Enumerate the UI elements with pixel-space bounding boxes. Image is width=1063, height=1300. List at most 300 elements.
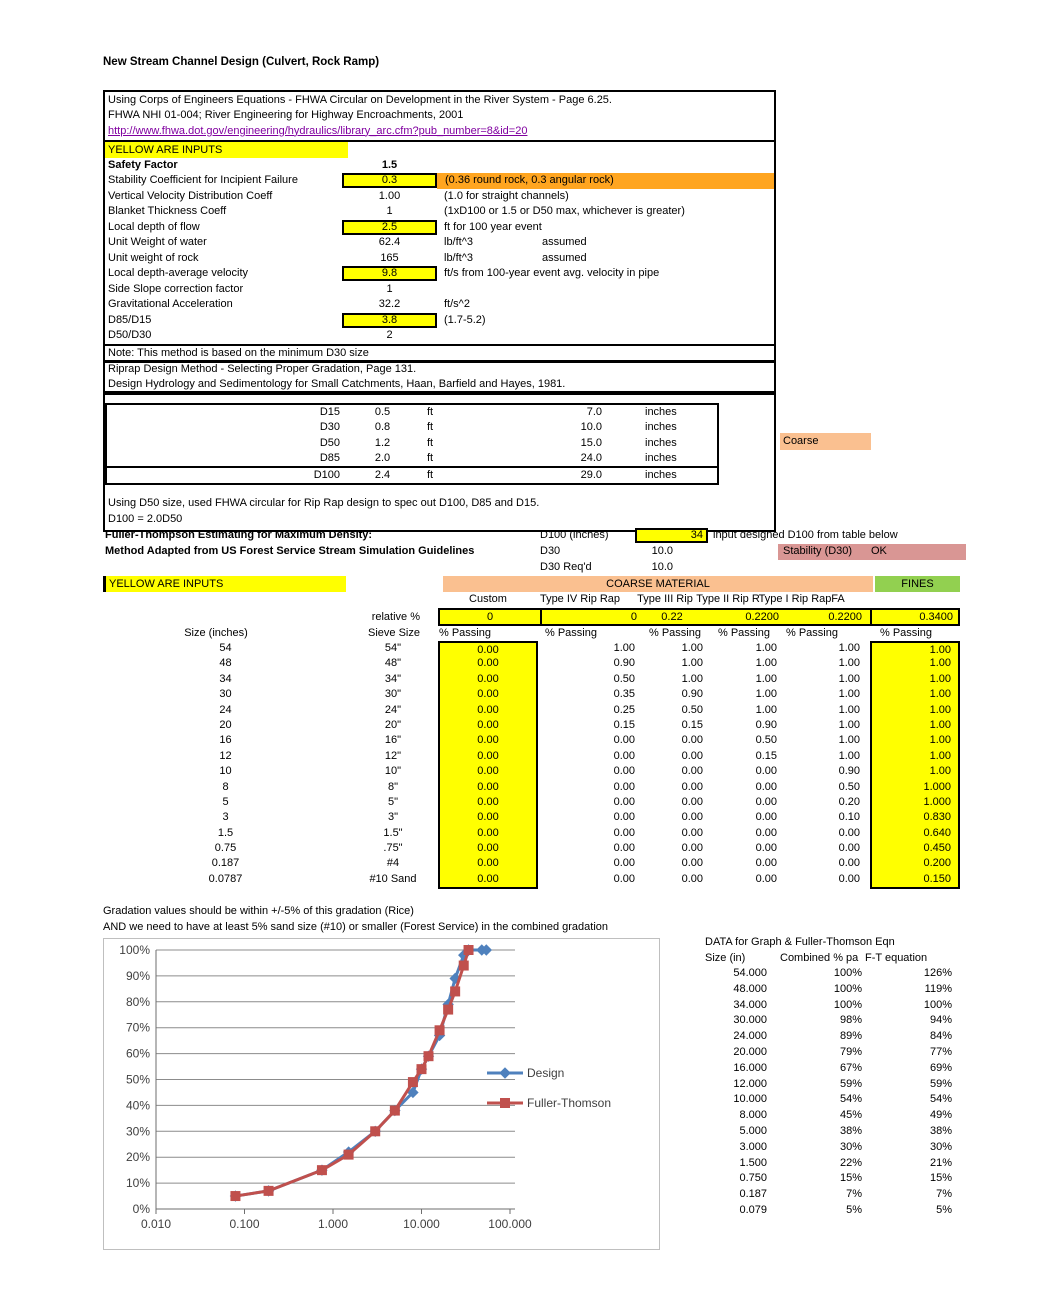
combined-cell: 67%	[839, 1061, 862, 1074]
svg-text:100%: 100%	[119, 943, 150, 957]
type2-value: 1.00	[755, 672, 777, 685]
size-value: 30	[219, 688, 232, 701]
coarse-material-header: COARSE MATERIAL	[443, 576, 873, 592]
size-cell: 1.500	[739, 1156, 767, 1169]
svg-text:70%: 70%	[125, 1020, 150, 1035]
type3-value: 0.00	[681, 872, 703, 885]
svg-text:40%: 40%	[125, 1098, 150, 1113]
table-row	[103, 841, 983, 856]
input-label: D50/D30	[108, 329, 152, 342]
inches-unit: inches	[645, 451, 677, 464]
relative-percent-cell[interactable]: 0.2200	[828, 610, 862, 623]
table-row	[103, 856, 983, 871]
svg-text:20%: 20%	[125, 1150, 150, 1165]
table-row	[705, 1171, 965, 1187]
type1-value: 0.20	[838, 795, 860, 808]
fa-input-cell[interactable]: 1.00	[870, 687, 960, 702]
input-label: Blanket Thickness Coeff	[108, 205, 227, 218]
input-comment: ft/s^2	[444, 298, 470, 311]
custom-input-cell[interactable]: 0.00	[438, 764, 538, 779]
input-label: Local depth of flow	[108, 220, 200, 233]
percent-passing-header-row	[103, 626, 983, 642]
table-row	[705, 1203, 965, 1219]
size-value: 16	[219, 734, 232, 747]
combined-cell: 38%	[839, 1124, 862, 1137]
input-comment-2: assumed	[542, 251, 587, 264]
type1-value: 1.00	[838, 688, 860, 701]
d-size-table	[105, 403, 719, 485]
relative-percent-cell[interactable]: 0.22	[661, 610, 683, 623]
size-value: 48	[219, 657, 232, 670]
table-row	[705, 1077, 965, 1093]
d30-reqd-value: 10.0	[651, 560, 673, 573]
feet-unit: ft	[427, 421, 434, 434]
fa-input-cell[interactable]: 1.00	[870, 641, 960, 658]
type1-value: 0.00	[838, 826, 860, 839]
sieve-size-value: 16"	[384, 734, 402, 747]
fa-input-cell[interactable]: 0.830	[870, 810, 960, 825]
material-type-header: Type I Rip Rap	[758, 593, 832, 605]
svg-text:1.000: 1.000	[317, 1217, 349, 1231]
percent-passing-header: % Passing	[786, 626, 838, 639]
type3-value: 0.00	[681, 749, 703, 762]
type2-value: 0.00	[755, 811, 777, 824]
table-row	[107, 405, 717, 420]
chart-svg	[103, 938, 660, 1250]
d-name: D50	[319, 436, 340, 449]
sieve-size-value: 54"	[384, 642, 402, 654]
size-cell: 16.000	[733, 1061, 767, 1074]
input-row	[105, 297, 774, 313]
input-value: 1	[386, 205, 393, 218]
fa-input-cell[interactable]: 1.00	[870, 672, 960, 687]
type2-value: 0.00	[755, 857, 777, 870]
ft-cell: 84%	[929, 1030, 952, 1043]
fa-input-cell[interactable]: 0.450	[870, 841, 960, 856]
feet-unit: ft	[427, 451, 434, 464]
combined-cell: 45%	[839, 1109, 862, 1122]
type3-value: 1.00	[681, 672, 703, 685]
input-label: Safety Factor	[108, 158, 178, 171]
size-cell: 12.000	[733, 1077, 767, 1090]
table-row	[705, 1092, 965, 1108]
custom-input-cell[interactable]: 0.00	[438, 795, 538, 810]
type2-value: 0.90	[755, 718, 777, 731]
references-block	[105, 92, 774, 142]
feet-unit: ft	[427, 436, 434, 449]
input-comment: (0.36 round rock, 0.3 angular rock)	[437, 173, 774, 189]
table-row	[705, 1029, 965, 1045]
input-value: 1.5	[381, 158, 398, 171]
percent-passing-header: % Passing	[718, 626, 770, 639]
sieve-size-value: 34"	[384, 672, 402, 685]
input-row	[105, 204, 774, 220]
gradation-chart	[103, 938, 660, 1253]
type1-value: 0.00	[838, 872, 860, 885]
custom-input-cell[interactable]: 0.00	[438, 718, 538, 733]
d-feet-value: 1.2	[374, 436, 391, 449]
data-table-title: DATA for Graph & Fuller-Thomson Eqn	[705, 936, 895, 948]
size-cell: 34.000	[733, 998, 767, 1011]
table-row	[103, 687, 983, 702]
method-references-box	[103, 360, 776, 393]
d100-input-cell[interactable]: 34	[635, 528, 708, 543]
relative-percent-cell[interactable]: 0	[486, 610, 494, 623]
svg-text:0%: 0%	[132, 1202, 150, 1216]
sieve-size-value: 12"	[384, 749, 402, 762]
type1-value: 0.00	[838, 842, 860, 855]
column-divider	[540, 610, 542, 624]
d-feet-value: 2.4	[374, 469, 391, 482]
gradation-note-2: AND we need to have at least 5% sand size (#10) or smaller (Forest Service) in the combined gradation	[103, 921, 609, 933]
material-type-header: Type II Rip R	[696, 593, 760, 605]
table-row	[103, 703, 983, 718]
yellow-inputs-banner: YELLOW ARE INPUTS	[105, 142, 348, 158]
sieve-size-value: 5"	[387, 795, 399, 808]
type3-value: 0.00	[681, 857, 703, 870]
size-value: 3	[222, 811, 229, 824]
material-type-header: FA	[831, 593, 845, 605]
type1-value: 1.00	[838, 734, 860, 747]
type2-value: 0.50	[755, 734, 777, 747]
input-label: Stability Coefficient for Incipient Failure	[108, 174, 298, 187]
size-value: 8	[222, 780, 229, 793]
type4-value: 0.25	[613, 703, 635, 716]
fa-input-cell[interactable]: 0.640	[870, 826, 960, 841]
sieve-size-value: #10 Sand	[369, 872, 417, 885]
svg-text:80%: 80%	[125, 994, 150, 1009]
input-value: 2	[386, 329, 393, 342]
size-cell: 0.079	[739, 1203, 767, 1216]
d-inches-value: 15.0	[580, 436, 602, 449]
fa-input-cell[interactable]: 1.00	[870, 656, 960, 671]
combined-cell: 54%	[839, 1093, 862, 1106]
type2-value: 1.00	[755, 642, 777, 654]
type3-value: 0.00	[681, 795, 703, 808]
svg-text:100.000: 100.000	[488, 1217, 532, 1231]
custom-input-cell[interactable]: 0.00	[438, 656, 538, 671]
table-row	[103, 672, 983, 687]
fa-input-cell[interactable]: 1.00	[870, 764, 960, 779]
type3-value: 0.15	[681, 718, 703, 731]
material-type-header: Type III Rip	[637, 593, 693, 605]
gradation-table	[103, 576, 983, 887]
ft-cell: 5%	[936, 1203, 952, 1216]
relative-percent-cell[interactable]: 0	[630, 610, 637, 623]
fa-input-cell[interactable]: 1.00	[870, 733, 960, 748]
input-cell[interactable]: 2.5	[342, 220, 437, 235]
fa-input-cell[interactable]: 1.000	[870, 795, 960, 810]
d50-note-line-1: Using D50 size, used FHWA circular for Rip Rap design to spec out D100, D85 and D15.	[108, 497, 540, 510]
gradation-note-1: Gradation values should be within +/-5% of this gradation (Rice)	[103, 905, 414, 917]
type2-value: 1.00	[755, 703, 777, 716]
sieve-size-value: 20"	[384, 718, 402, 731]
type3-value: 1.00	[681, 642, 703, 654]
sieve-size-value: .75"	[383, 842, 403, 855]
type4-value: 0.50	[613, 672, 635, 685]
input-row	[105, 173, 774, 189]
type1-value: 1.00	[838, 718, 860, 731]
table-row	[103, 718, 983, 733]
input-comment: (1xD100 or 1.5 or D50 max, whichever is greater)	[444, 205, 685, 218]
type2-value: 0.15	[755, 749, 777, 762]
size-cell: 10.000	[733, 1093, 767, 1106]
size-cell: 0.187	[739, 1188, 767, 1201]
fa-input-cell[interactable]: 1.00	[870, 703, 960, 718]
gradation-notes	[103, 903, 608, 935]
size-value: 12	[219, 749, 232, 762]
type3-value: 1.00	[681, 657, 703, 670]
relative-percent-row	[438, 608, 960, 626]
type2-value: 1.00	[755, 688, 777, 701]
size-cell: 5.000	[739, 1124, 767, 1137]
custom-input-cell[interactable]: 0.00	[438, 703, 538, 718]
custom-input-cell[interactable]: 0.00	[438, 872, 538, 889]
custom-input-cell[interactable]: 0.00	[438, 810, 538, 825]
combined-cell: 98%	[839, 1014, 862, 1027]
input-label: Unit weight of rock	[108, 251, 199, 264]
input-cell[interactable]: 0.3	[342, 173, 437, 188]
fa-input-cell[interactable]: 1.000	[870, 780, 960, 795]
feet-unit: ft	[427, 469, 434, 482]
input-comment: ft for 100 year event	[444, 220, 542, 233]
ft-cell: 59%	[929, 1077, 952, 1090]
input-row	[105, 313, 774, 329]
type3-value: 0.00	[681, 842, 703, 855]
relative-percent-label: relative %	[371, 610, 420, 623]
fuller-subtitle: Method Adapted from US Forest Service Stream Simulation Guidelines	[105, 544, 475, 557]
table-row	[705, 966, 965, 982]
relative-percent-cell[interactable]: 0.3400	[919, 610, 953, 623]
d-feet-value: 0.8	[374, 421, 391, 434]
graph-data-table	[705, 934, 965, 1219]
input-value: 62.4	[378, 236, 401, 249]
material-type-header: Custom	[469, 593, 507, 605]
input-comment: (1.7-5.2)	[444, 313, 486, 326]
legend-label: Design	[527, 1066, 565, 1080]
type3-value: 0.00	[681, 780, 703, 793]
type1-value: 1.00	[838, 749, 860, 762]
relative-percent-cell[interactable]: 0.2200	[745, 610, 779, 623]
material-type-header: Type IV Rip Rap	[539, 593, 621, 605]
sieve-size-value: 30"	[384, 688, 402, 701]
custom-input-cell[interactable]: 0.00	[438, 856, 538, 871]
d30-value: 10.0	[651, 544, 673, 557]
size-value: 54	[219, 642, 232, 654]
d-inches-value: 24.0	[580, 451, 602, 464]
input-comment: lb/ft^3	[444, 236, 474, 249]
svg-text:10%: 10%	[125, 1176, 150, 1191]
fa-input-cell[interactable]: 0.150	[870, 872, 960, 889]
input-label: Local depth-average velocity	[108, 267, 249, 280]
input-value: 1	[386, 282, 393, 295]
d-name: D15	[319, 406, 340, 418]
data-col-ft: F-T equation	[865, 952, 928, 964]
type1-value: 1.00	[838, 672, 860, 685]
svg-text:10.000: 10.000	[403, 1217, 440, 1231]
size-value: 10	[219, 765, 232, 778]
custom-input-cell[interactable]: 0.00	[438, 826, 538, 841]
combined-cell: 79%	[839, 1045, 862, 1058]
ft-cell: 15%	[929, 1172, 952, 1185]
size-value: 1.5	[217, 826, 234, 839]
type3-value: 0.90	[681, 688, 703, 701]
inches-unit: inches	[645, 421, 677, 434]
type4-value: 0.90	[613, 657, 635, 670]
combined-cell: 7%	[846, 1188, 862, 1201]
ft-cell: 119%	[924, 982, 952, 995]
input-row	[105, 158, 774, 174]
method-ref-2: Design Hydrology and Sedimentology for Small Catchments, Haan, Barfield and Hayes, 1981.	[108, 377, 566, 390]
size-cell: 48.000	[733, 982, 767, 995]
ft-cell: 69%	[929, 1061, 952, 1074]
input-comment: lb/ft^3	[444, 251, 474, 264]
table-row	[107, 420, 717, 435]
svg-text:60%: 60%	[125, 1046, 150, 1061]
size-cell: 24.000	[733, 1030, 767, 1043]
input-comment-2: assumed	[542, 236, 587, 249]
table-row	[103, 810, 983, 825]
size-value: 0.75	[214, 842, 237, 855]
type4-value: 0.00	[613, 811, 635, 824]
type4-value: 0.00	[613, 872, 635, 885]
svg-text:50%: 50%	[125, 1072, 150, 1087]
d-feet-value: 2.0	[374, 451, 391, 464]
type3-value: 0.00	[681, 765, 703, 778]
fa-input-cell[interactable]: 0.200	[870, 856, 960, 871]
type4-value: 0.35	[613, 688, 635, 701]
d-inches-value: 7.0	[586, 406, 602, 418]
type3-value: 0.00	[681, 826, 703, 839]
yellow-inputs-banner-2: YELLOW ARE INPUTS	[103, 576, 346, 592]
custom-input-cell[interactable]: 0.00	[438, 749, 538, 764]
custom-input-cell[interactable]: 0.00	[438, 780, 538, 795]
combined-cell: 22%	[839, 1156, 862, 1169]
table-row	[705, 1108, 965, 1124]
table-row	[705, 1061, 965, 1077]
combined-cell: 59%	[839, 1077, 862, 1090]
size-value: 20	[219, 718, 232, 731]
column-divider	[870, 610, 872, 624]
fhwa-link[interactable]: http://www.fhwa.dot.gov/engineering/hydraulics/library_arc.cfm?pub_number=8&id=20	[108, 124, 528, 137]
custom-input-cell[interactable]: 0.00	[438, 687, 538, 702]
combined-cell: 100%	[833, 967, 862, 979]
input-row	[105, 282, 774, 298]
svg-text:90%: 90%	[125, 968, 150, 983]
type1-value: 1.00	[838, 642, 860, 654]
size-cell: 30.000	[733, 1014, 767, 1027]
ft-cell: 38%	[929, 1124, 952, 1137]
custom-input-cell[interactable]: 0.00	[438, 641, 538, 658]
table-row	[103, 656, 983, 671]
table-row	[705, 1140, 965, 1156]
material-column-headers	[103, 592, 983, 608]
fuller-title: Fuller-Thompson Estimating for Maximum Density:	[105, 529, 373, 541]
input-label: Unit Weight of water	[108, 236, 207, 249]
d-name: D100	[313, 469, 340, 482]
table-row	[705, 1156, 965, 1172]
ft-cell: 100%	[923, 998, 952, 1011]
d30-note-row: Note: This method is based on the minimum D30 size	[105, 344, 774, 361]
feet-unit: ft	[427, 406, 434, 418]
percent-passing-header: % Passing	[649, 626, 701, 639]
ft-cell: 94%	[929, 1014, 952, 1027]
d30-reqd-key: D30 Req'd	[540, 560, 592, 573]
input-label: Side Slope correction factor	[108, 282, 244, 295]
fa-input-cell[interactable]: 1.00	[870, 749, 960, 764]
type2-value: 1.00	[755, 657, 777, 670]
custom-input-cell[interactable]: 0.00	[438, 841, 538, 856]
table-row	[103, 795, 983, 810]
d-name: D30	[319, 421, 340, 434]
inches-unit: inches	[645, 469, 677, 482]
method-ref-1: Riprap Design Method - Selecting Proper Gradation, Page 131.	[108, 363, 417, 375]
sieve-size-value: 48"	[384, 657, 402, 670]
sieve-size-value: 1.5"	[383, 826, 403, 839]
d-inches-value: 29.0	[580, 469, 602, 482]
fines-header: FINES	[875, 576, 960, 592]
input-row	[105, 328, 774, 344]
input-comment: ft/s from 100-year event avg. velocity in pipe	[444, 267, 660, 280]
input-row	[105, 251, 774, 267]
table-row	[103, 764, 983, 779]
size-value: 34	[219, 672, 232, 685]
combined-cell: 30%	[839, 1140, 862, 1153]
size-cell: 3.000	[739, 1140, 767, 1153]
input-value: 32.2	[378, 298, 401, 311]
type1-value: 0.50	[838, 780, 860, 793]
stability-status: OK	[871, 544, 887, 557]
d-name: D85	[319, 451, 340, 464]
page-title: New Stream Channel Design (Culvert, Rock Ramp)	[103, 56, 380, 68]
size-cell: 54.000	[733, 967, 767, 979]
sieve-size-value: #4	[386, 857, 400, 870]
sieve-size-header: Sieve Size	[368, 626, 420, 639]
custom-input-cell[interactable]: 0.00	[438, 672, 538, 687]
type4-value: 0.00	[613, 734, 635, 747]
ft-cell: 7%	[936, 1188, 952, 1201]
size-value: 0.0787	[208, 872, 243, 885]
type2-value: 0.00	[755, 842, 777, 855]
table-row	[103, 641, 983, 656]
stability-label: Stability (D30)	[783, 544, 853, 557]
input-cell[interactable]: 3.8	[342, 313, 437, 328]
percent-passing-header: % Passing	[545, 626, 597, 639]
type4-value: 0.00	[613, 826, 635, 839]
combined-cell: 100%	[833, 982, 862, 995]
input-cell[interactable]: 9.8	[342, 266, 437, 281]
d-size-box	[103, 393, 776, 532]
sieve-size-value: 8"	[387, 780, 399, 793]
type1-value: 0.00	[838, 857, 860, 870]
type3-value: 0.00	[681, 811, 703, 824]
input-label: Gravitational Acceleration	[108, 298, 233, 311]
type2-value: 0.00	[755, 795, 777, 808]
ft-cell: 30%	[929, 1140, 952, 1153]
d-feet-value: 0.5	[374, 406, 391, 418]
input-row	[105, 220, 774, 236]
fa-input-cell[interactable]: 1.00	[870, 718, 960, 733]
table-row	[103, 826, 983, 841]
size-value: 5	[222, 795, 229, 808]
custom-input-cell[interactable]: 0.00	[438, 733, 538, 748]
input-label: Vertical Velocity Distribution Coeff	[108, 189, 273, 202]
percent-passing-header: % Passing	[439, 626, 491, 639]
type1-value: 0.90	[838, 765, 860, 778]
table-row	[103, 872, 983, 887]
size-value: 0.187	[211, 857, 240, 870]
sieve-size-value: 3"	[387, 811, 399, 824]
